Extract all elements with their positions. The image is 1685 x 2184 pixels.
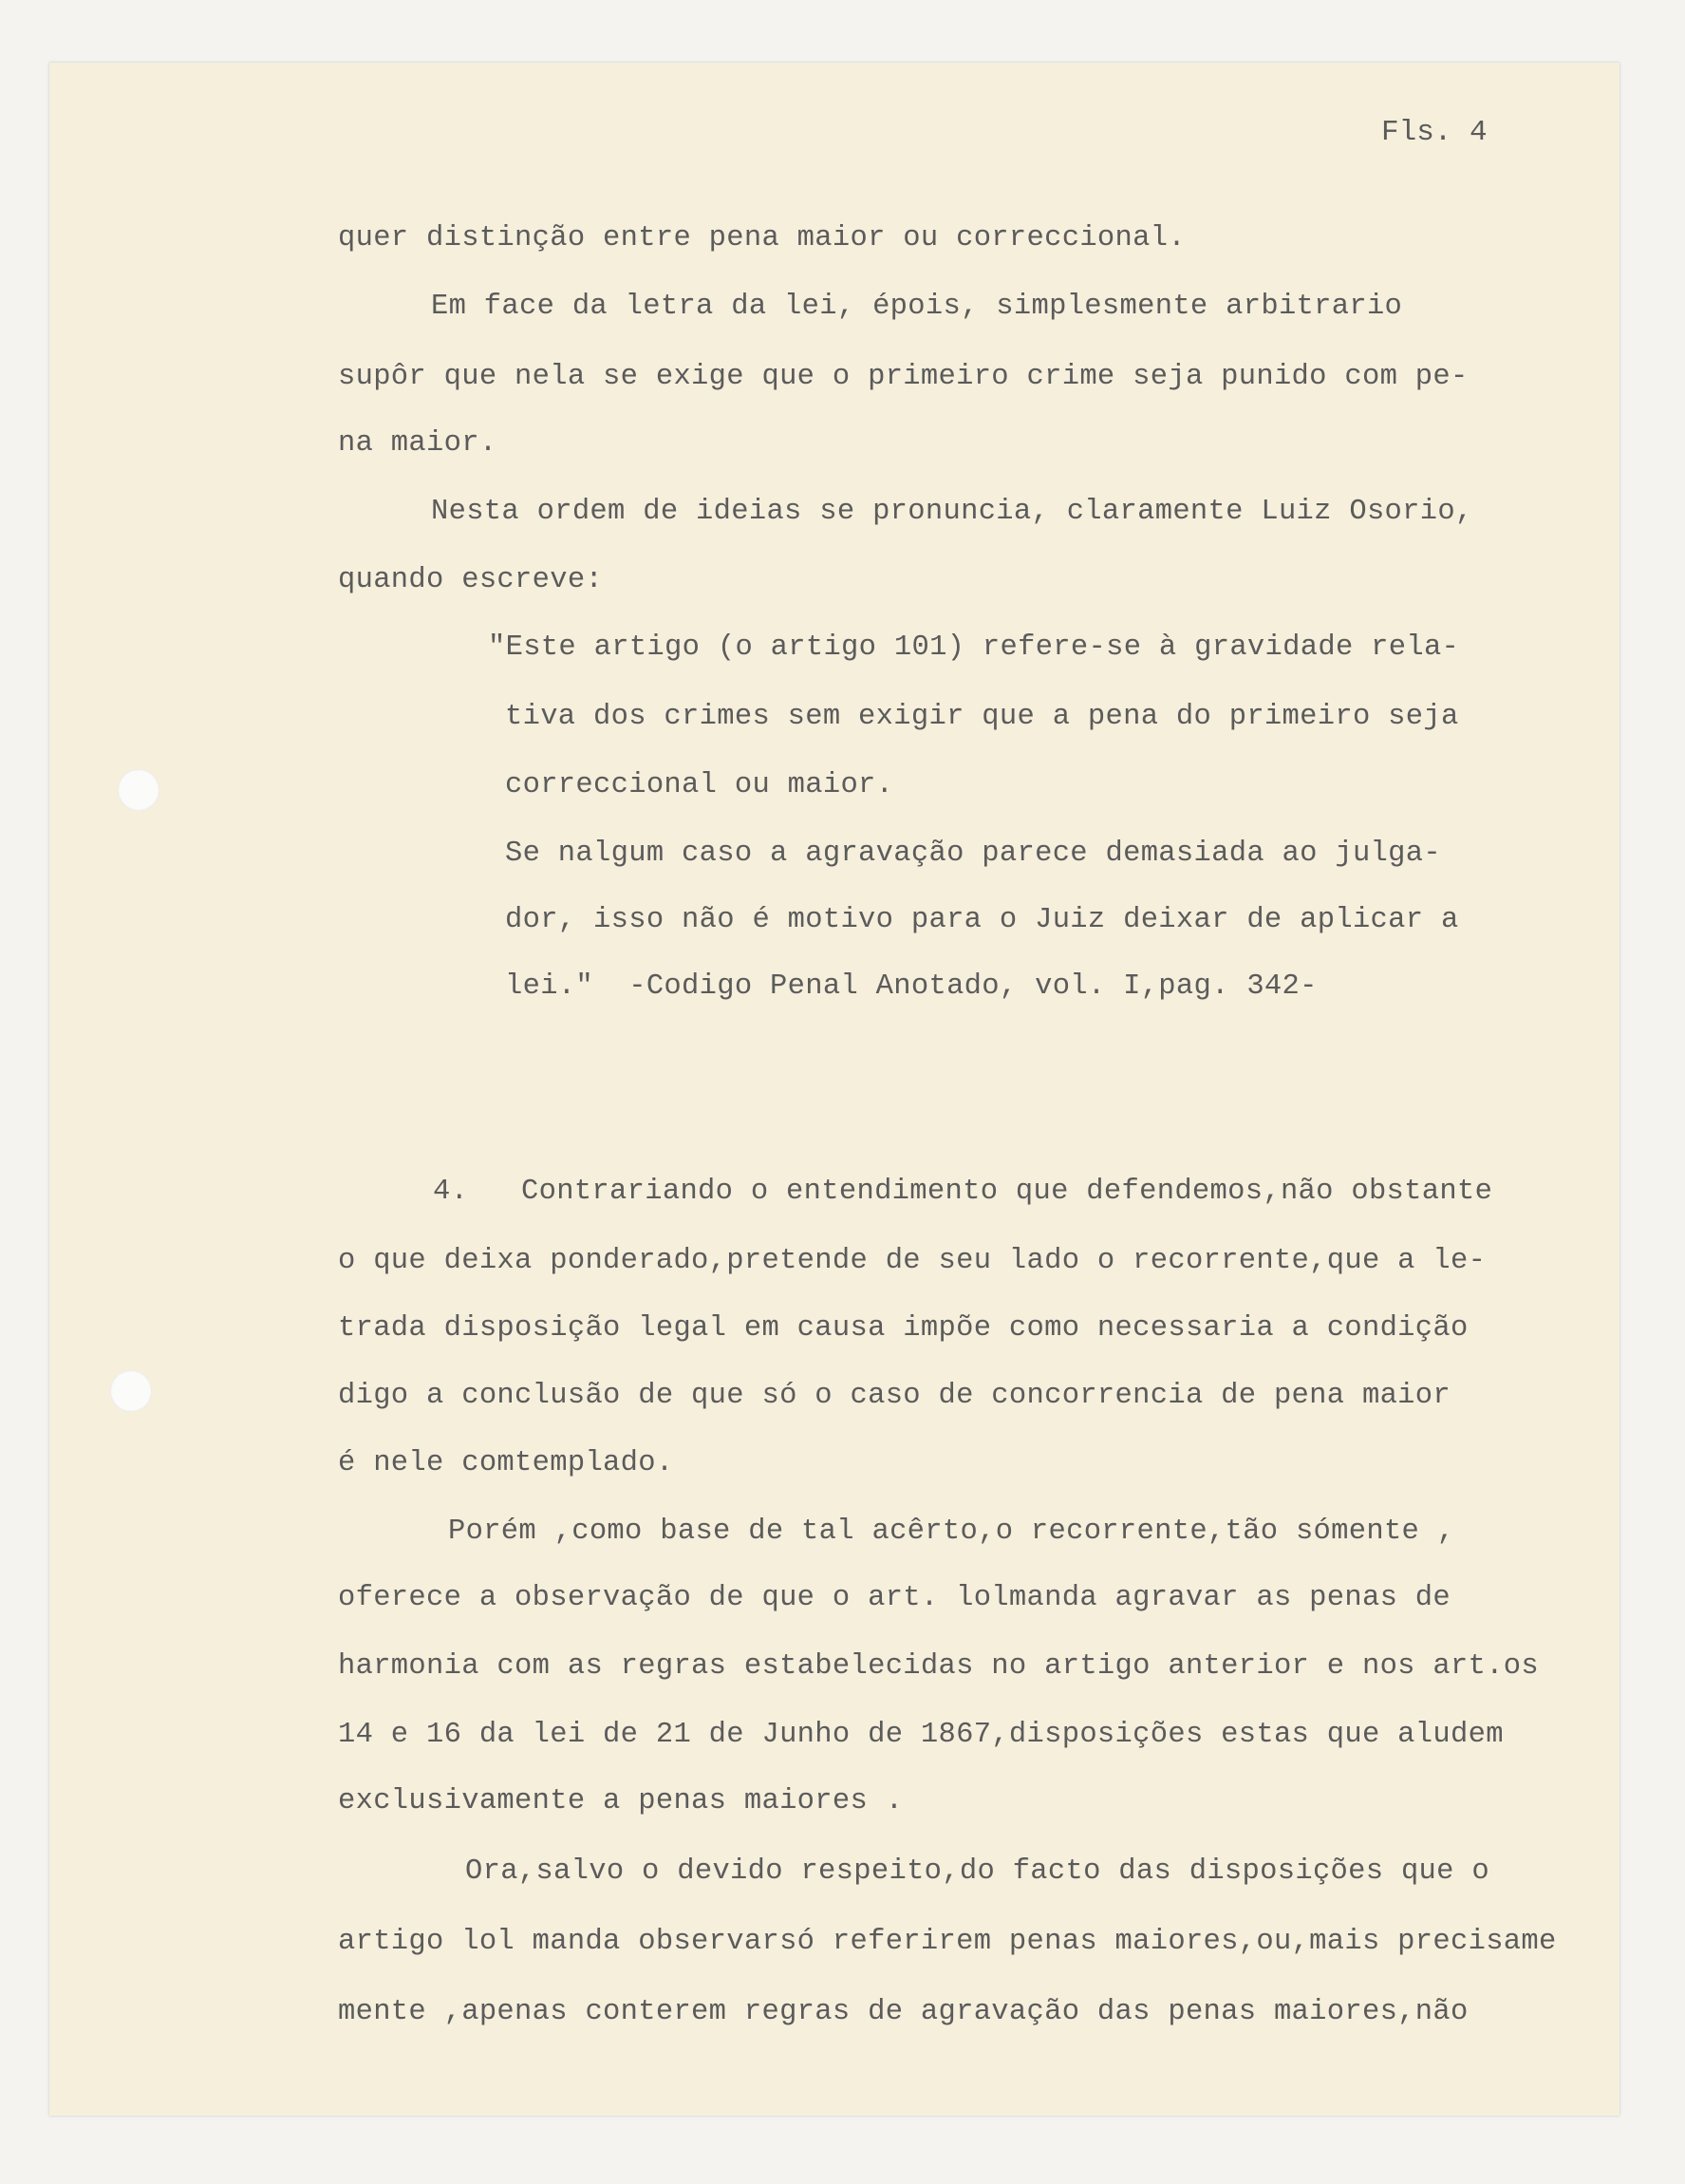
- text-line-5: Nesta ordem de ideias se pronuncia, claramente Luiz Osorio,: [431, 496, 1473, 528]
- quote-line-4: Se nalgum caso a agravação parece demasiada ao julga-: [505, 838, 1441, 870]
- text-line-24: artigo lol manda observarsó referirem penas maiores,ou,mais precisame: [338, 1926, 1557, 1958]
- text-line-23: Ora,salvo o devido respeito,do facto das disposições que o: [465, 1855, 1489, 1888]
- text-line-21: 14 e 16 da lei de 21 de Junho de 1867,disposições estas que aludem: [338, 1719, 1504, 1751]
- quote-line-1: "Este artigo (o artigo 101) refere-se à gravidade rela-: [488, 631, 1460, 664]
- text-line-4: na maior.: [338, 427, 497, 460]
- page-number: Fls. 4: [1381, 116, 1488, 149]
- text-line-13: 4. Contrariando o entendimento que defendemos,não obstante: [433, 1176, 1493, 1208]
- text-line-16: digo a conclusão de que só o caso de concorrencia de pena maior: [338, 1380, 1451, 1412]
- quote-line-2: tiva dos crimes sem exigir que a pena do primeiro seja: [505, 701, 1459, 733]
- text-line-22: exclusivamente a penas maiores .: [338, 1785, 904, 1817]
- text-line-3: supôr que nela se exige que o primeiro crime seja punido com pe-: [338, 361, 1469, 393]
- text-line-20: harmonia com as regras estabelecidas no artigo anterior e nos art.os: [338, 1650, 1540, 1683]
- text-line-1: quer distinção entre pena maior ou correccional.: [338, 222, 1186, 254]
- text-line-6: quando escreve:: [338, 564, 604, 596]
- punch-hole-upper: [118, 769, 159, 811]
- punch-hole-lower: [110, 1370, 152, 1412]
- text-line-2: Em face da letra da lei, épois, simplesmente arbitrario: [431, 291, 1403, 323]
- quote-line-5: dor, isso não é motivo para o Juiz deixar de aplicar a: [505, 904, 1459, 936]
- text-line-17: é nele comtemplado.: [338, 1447, 674, 1479]
- quote-line-3: correccional ou maior.: [505, 769, 894, 801]
- quote-line-6: lei." -Codigo Penal Anotado, vol. I,pag. 342-: [505, 970, 1318, 1003]
- text-line-15: trada disposição legal em causa impõe como necessaria a condição: [338, 1312, 1469, 1345]
- text-line-14: o que deixa ponderado,pretende de seu lado o recorrente,que a le-: [338, 1245, 1487, 1277]
- text-line-25: mente ,apenas conterem regras de agravação das penas maiores,não: [338, 1996, 1469, 2028]
- text-line-19: oferece a observação de que o art. lolmanda agravar as penas de: [338, 1582, 1451, 1614]
- text-line-18: Porém ,como base de tal acêrto,o recorrente,tão sómente ,: [448, 1516, 1455, 1548]
